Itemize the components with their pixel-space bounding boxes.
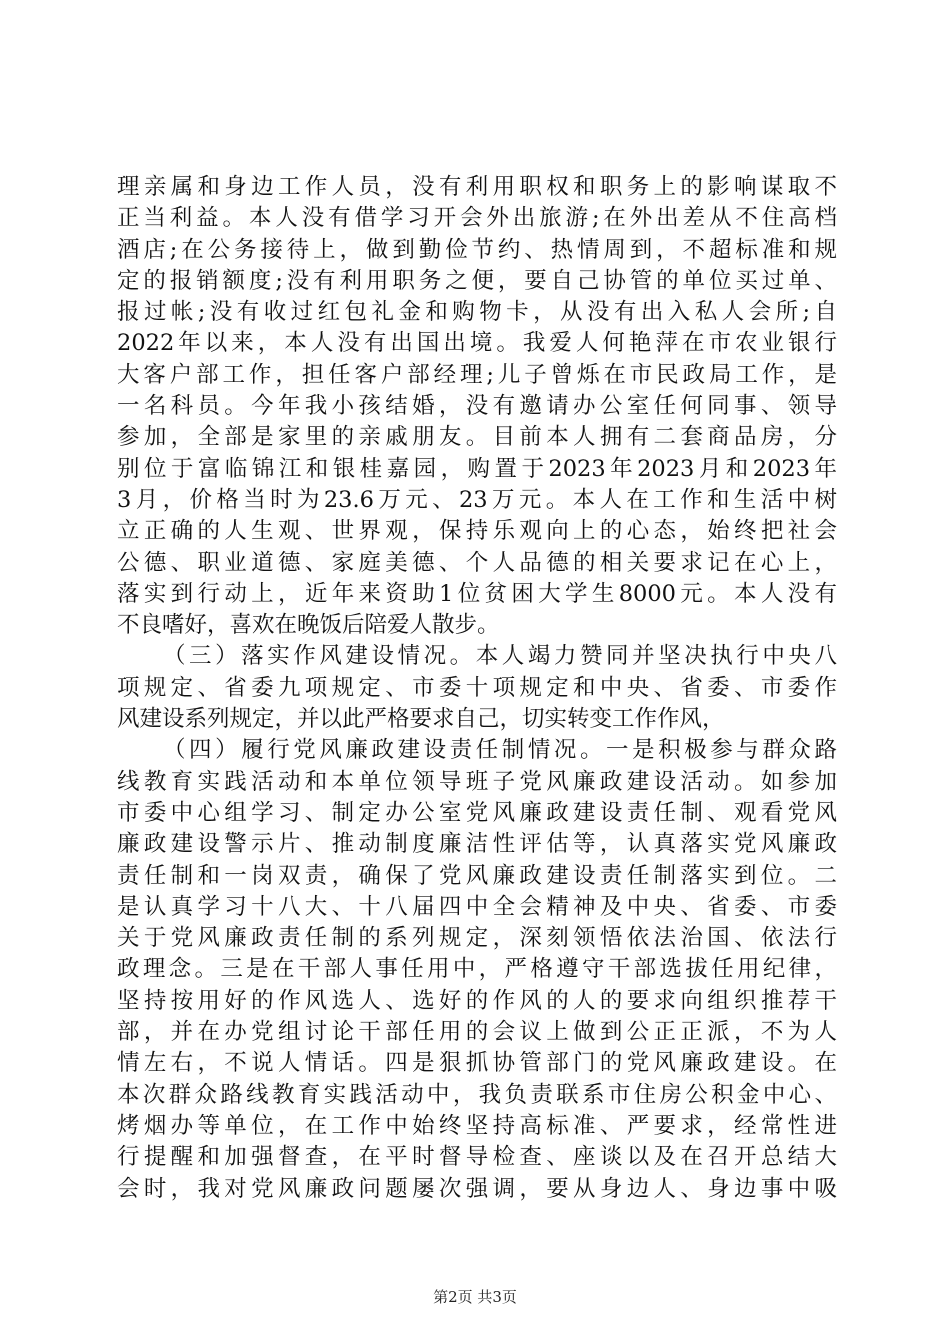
section-heading-line: （三）落实作风建设情况。本人竭力赞同并坚决执行中央八	[163, 643, 837, 670]
text-line: 定的报销额度;没有利用职务之便，要自己协管的单位买过单、	[117, 267, 837, 294]
body-text	[117, 172, 837, 1205]
text-line: 别位于富临锦江和银桂嘉园，购置于2023年2023月和2023年	[117, 455, 837, 482]
text-line: 坚持按用好的作风选人、选好的作风的人的要求向组织推荐干	[117, 987, 837, 1014]
section-heading-line: （四）履行党风廉政建设责任制情况。一是积极参与群众路	[163, 737, 837, 764]
text-line: 市委中心组学习、制定办公室党风廉政建设责任制、观看党风	[117, 799, 837, 826]
text-line: 一名科员。今年我小孩结婚，没有邀请办公室任何同事、领导	[117, 393, 837, 420]
text-line: 项规定、省委九项规定、市委十项规定和中央、省委、市委作	[117, 674, 837, 701]
text-line: 酒店;在公务接待上，做到勤俭节约、热情周到，不超标准和规	[117, 236, 837, 263]
text-line: 理亲属和身边工作人员，没有利用职权和职务上的影响谋取不	[117, 174, 837, 200]
text-line: 情左右，不说人情话。四是狠抓协管部门的党风廉政建设。在	[117, 1050, 837, 1077]
page-footer	[0, 1287, 950, 1307]
text-line: 3月，价格当时为23.6万元、23万元。本人在工作和生活中树	[117, 486, 837, 513]
page-number: 第2页 共3页	[433, 1288, 517, 1306]
text-line: 报过帐;没有收过红包礼金和购物卡，从没有出入私人会所;自	[117, 299, 837, 326]
text-line: 大客户部工作，担任客户部经理;儿子曾烁在市民政局工作，是	[117, 361, 837, 388]
text-line: 风建设系列规定，并以此严格要求自己，切实转变工作作风，	[117, 706, 725, 733]
text-line: 参加，全部是家里的亲戚朋友。目前本人拥有二套商品房，分	[117, 424, 837, 451]
text-line: 公德、职业道德、家庭美德、个人品德的相关要求记在心上，	[117, 549, 837, 576]
text-line: 烤烟办等单位，在工作中始终坚持高标准、严要求，经常性进	[117, 1112, 837, 1139]
text-line: 是认真学习十八大、十八届四中全会精神及中央、省委、市委	[117, 893, 837, 920]
text-line: 关于党风廉政责任制的系列规定，深刻领悟依法治国、依法行	[117, 925, 837, 952]
text-line: 线教育实践活动和本单位领导班子党风廉政建设活动。如参加	[117, 768, 837, 795]
text-line: 不良嗜好，喜欢在晚饭后陪爱人散步。	[117, 612, 500, 639]
text-line: 部，并在办党组讨论干部任用的会议上做到公正正派，不为人	[117, 1019, 837, 1046]
text-line: 正当利益。本人没有借学习开会外出旅游;在外出差从不住高档	[117, 205, 837, 232]
text-line: 本次群众路线教育实践活动中，我负责联系市住房公积金中心、	[117, 1081, 837, 1108]
text-line: 会时，我对党风廉政问题屡次强调，要从身边人、身边事中吸	[117, 1175, 837, 1202]
text-line: 立正确的人生观、世界观，保持乐观向上的心态，始终把社会	[117, 518, 837, 545]
text-line: 2022年以来，本人没有出国出境。我爱人何艳萍在市农业银行	[117, 330, 837, 357]
text-line: 责任制和一岗双责，确保了党风廉政建设责任制落实到位。二	[117, 862, 837, 889]
text-line: 政理念。三是在干部人事任用中，严格遵守干部选拔任用纪律，	[117, 956, 837, 983]
text-line: 廉政建设警示片、推动制度廉洁性评估等，认真落实党风廉政	[117, 831, 837, 858]
text-line: 落实到行动上，近年来资助1位贫困大学生8000元。本人没有	[117, 580, 837, 607]
text-line: 行提醒和加强督查，在平时督导检查、座谈以及在召开总结大	[117, 1144, 837, 1171]
